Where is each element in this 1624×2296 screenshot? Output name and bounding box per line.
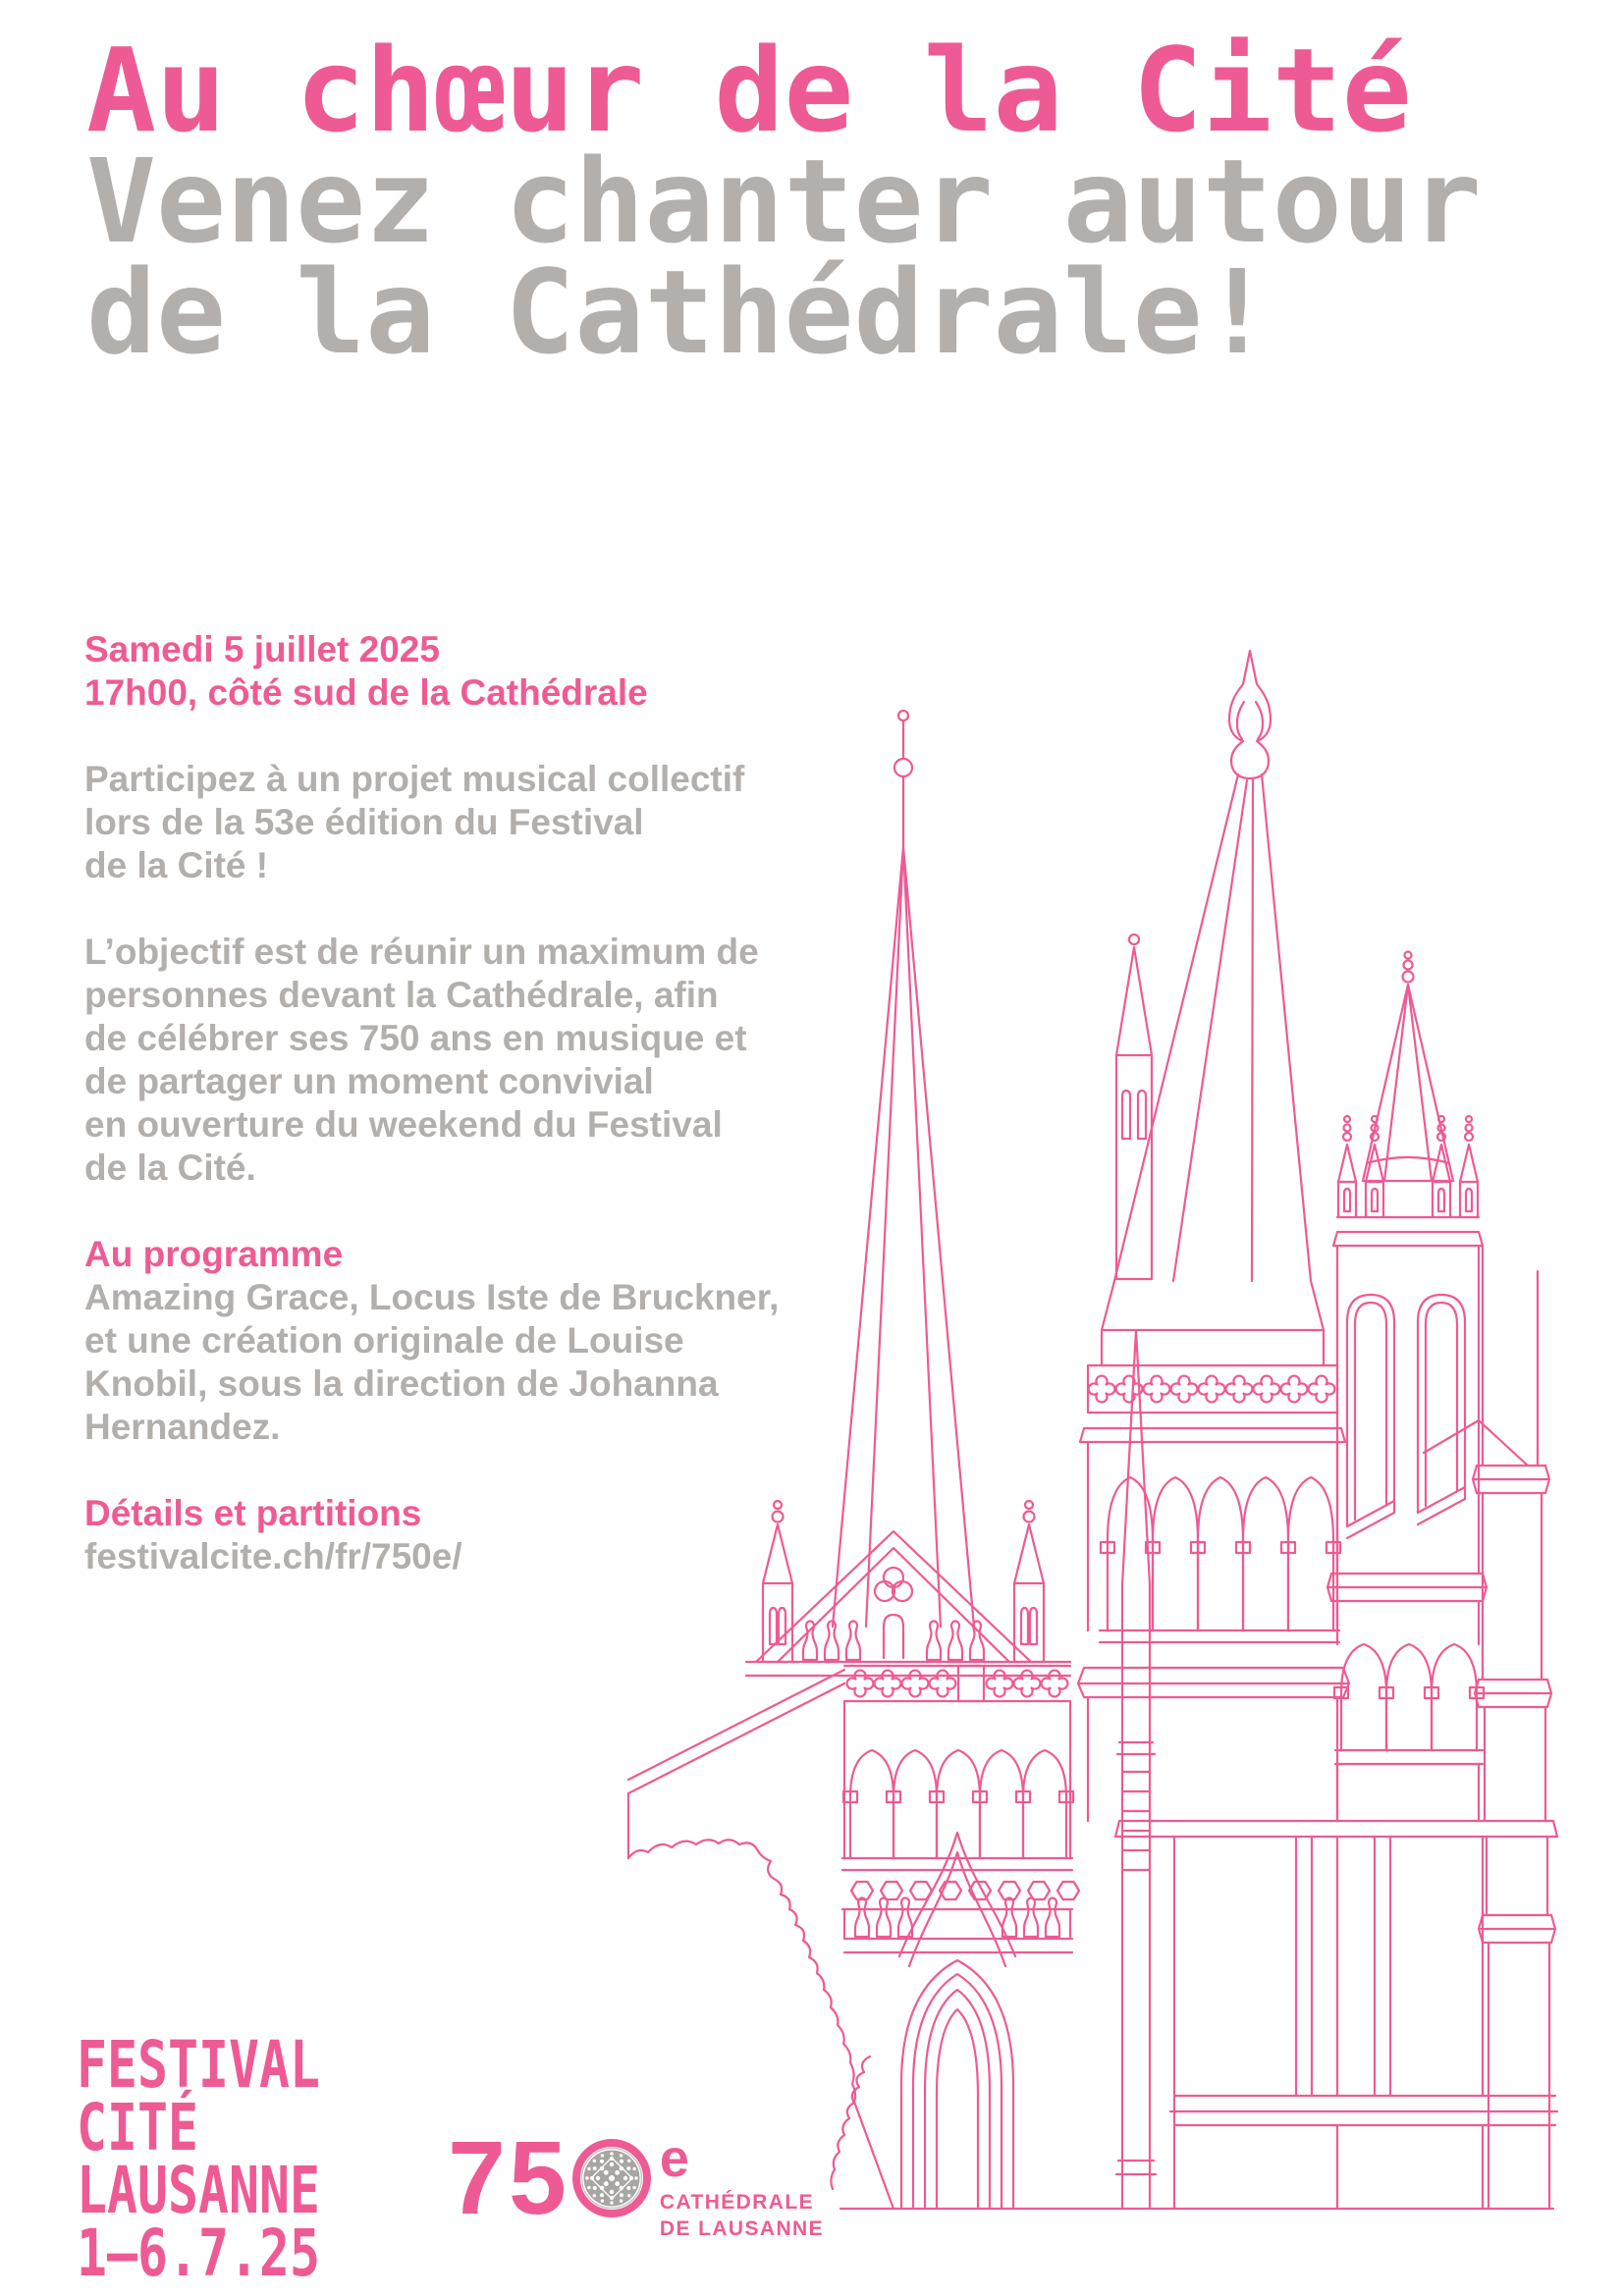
left-terrace	[842, 1666, 1079, 1939]
poster-title	[86, 23, 1482, 380]
left-spire	[833, 711, 974, 1627]
intro-line: de la Cité !	[84, 845, 269, 885]
nave-gable	[746, 1501, 1070, 1676]
anniversary-suffix-block	[659, 2129, 824, 2242]
festival-dates: 1—6.7.25	[77, 2216, 320, 2291]
festival-line: FESTIVAL	[77, 2027, 320, 2103]
spired-pier	[1116, 1330, 1156, 2209]
cathedral-line-drawing-illustration	[609, 643, 1561, 2214]
northwest-turret	[1116, 934, 1152, 1279]
event-date: Samedi 5 juillet 2025	[84, 629, 440, 669]
title-line-3: de la Cathédrale!	[86, 244, 1272, 380]
anniversary-number: 75	[448, 2120, 569, 2236]
portal	[844, 1833, 1072, 2209]
organisation-name	[660, 2189, 824, 2242]
gallery-arcade	[1334, 1644, 1484, 1764]
objective-line: L’objectif est de réunir un maximum de	[84, 932, 759, 972]
organisation-line: CATHÉDRALE	[659, 2191, 815, 2214]
program-line: Hernandez.	[84, 1407, 281, 1447]
objective-line: personnes devant la Cathédrale, afin	[84, 975, 719, 1015]
objective-line: de partager un moment convivial	[84, 1061, 654, 1101]
rose-window-icon	[571, 2138, 652, 2218]
program-line: Knobil, sous la direction de Johanna	[84, 1363, 719, 1404]
program-line: et une création originale de Louise	[84, 1320, 684, 1361]
intro-line: lors de la 53e édition du Festival	[84, 802, 644, 842]
right-tower	[1327, 952, 1487, 1822]
festival-line: CITÉ	[77, 2090, 198, 2165]
details-heading: Détails et partitions	[84, 1493, 422, 1533]
details-url: festivalcite.ch/fr/750e/	[84, 1536, 462, 1576]
organisation-line: DE LAUSANNE	[659, 2217, 824, 2240]
festival-line: LAUSANNE	[77, 2153, 320, 2228]
anniversary-suffix: e	[659, 2129, 689, 2188]
program-line: Amazing Grace, Locus Iste de Bruckner,	[84, 1277, 780, 1317]
program-heading: Au programme	[84, 1234, 344, 1274]
stepped-buttresses	[1424, 1246, 1555, 2209]
intro-line: Participez à un projet musical collectif	[84, 759, 745, 799]
objective-line: de la Cité.	[84, 1148, 256, 1188]
objective-line: de célébrer ses 750 ans en musique et	[84, 1018, 747, 1058]
title-line-2: Venez chanter autour	[86, 133, 1482, 269]
objective-line: en ouverture du weekend du Festival	[84, 1104, 723, 1145]
event-time-place: 17h00, côté sud de la Cathédrale	[84, 672, 648, 713]
anniversary-logo	[448, 2120, 824, 2242]
bell-tower	[1078, 651, 1349, 1821]
festival-wordmark	[77, 2027, 320, 2291]
title-line-1: Au chœur de la Cité	[86, 23, 1412, 158]
